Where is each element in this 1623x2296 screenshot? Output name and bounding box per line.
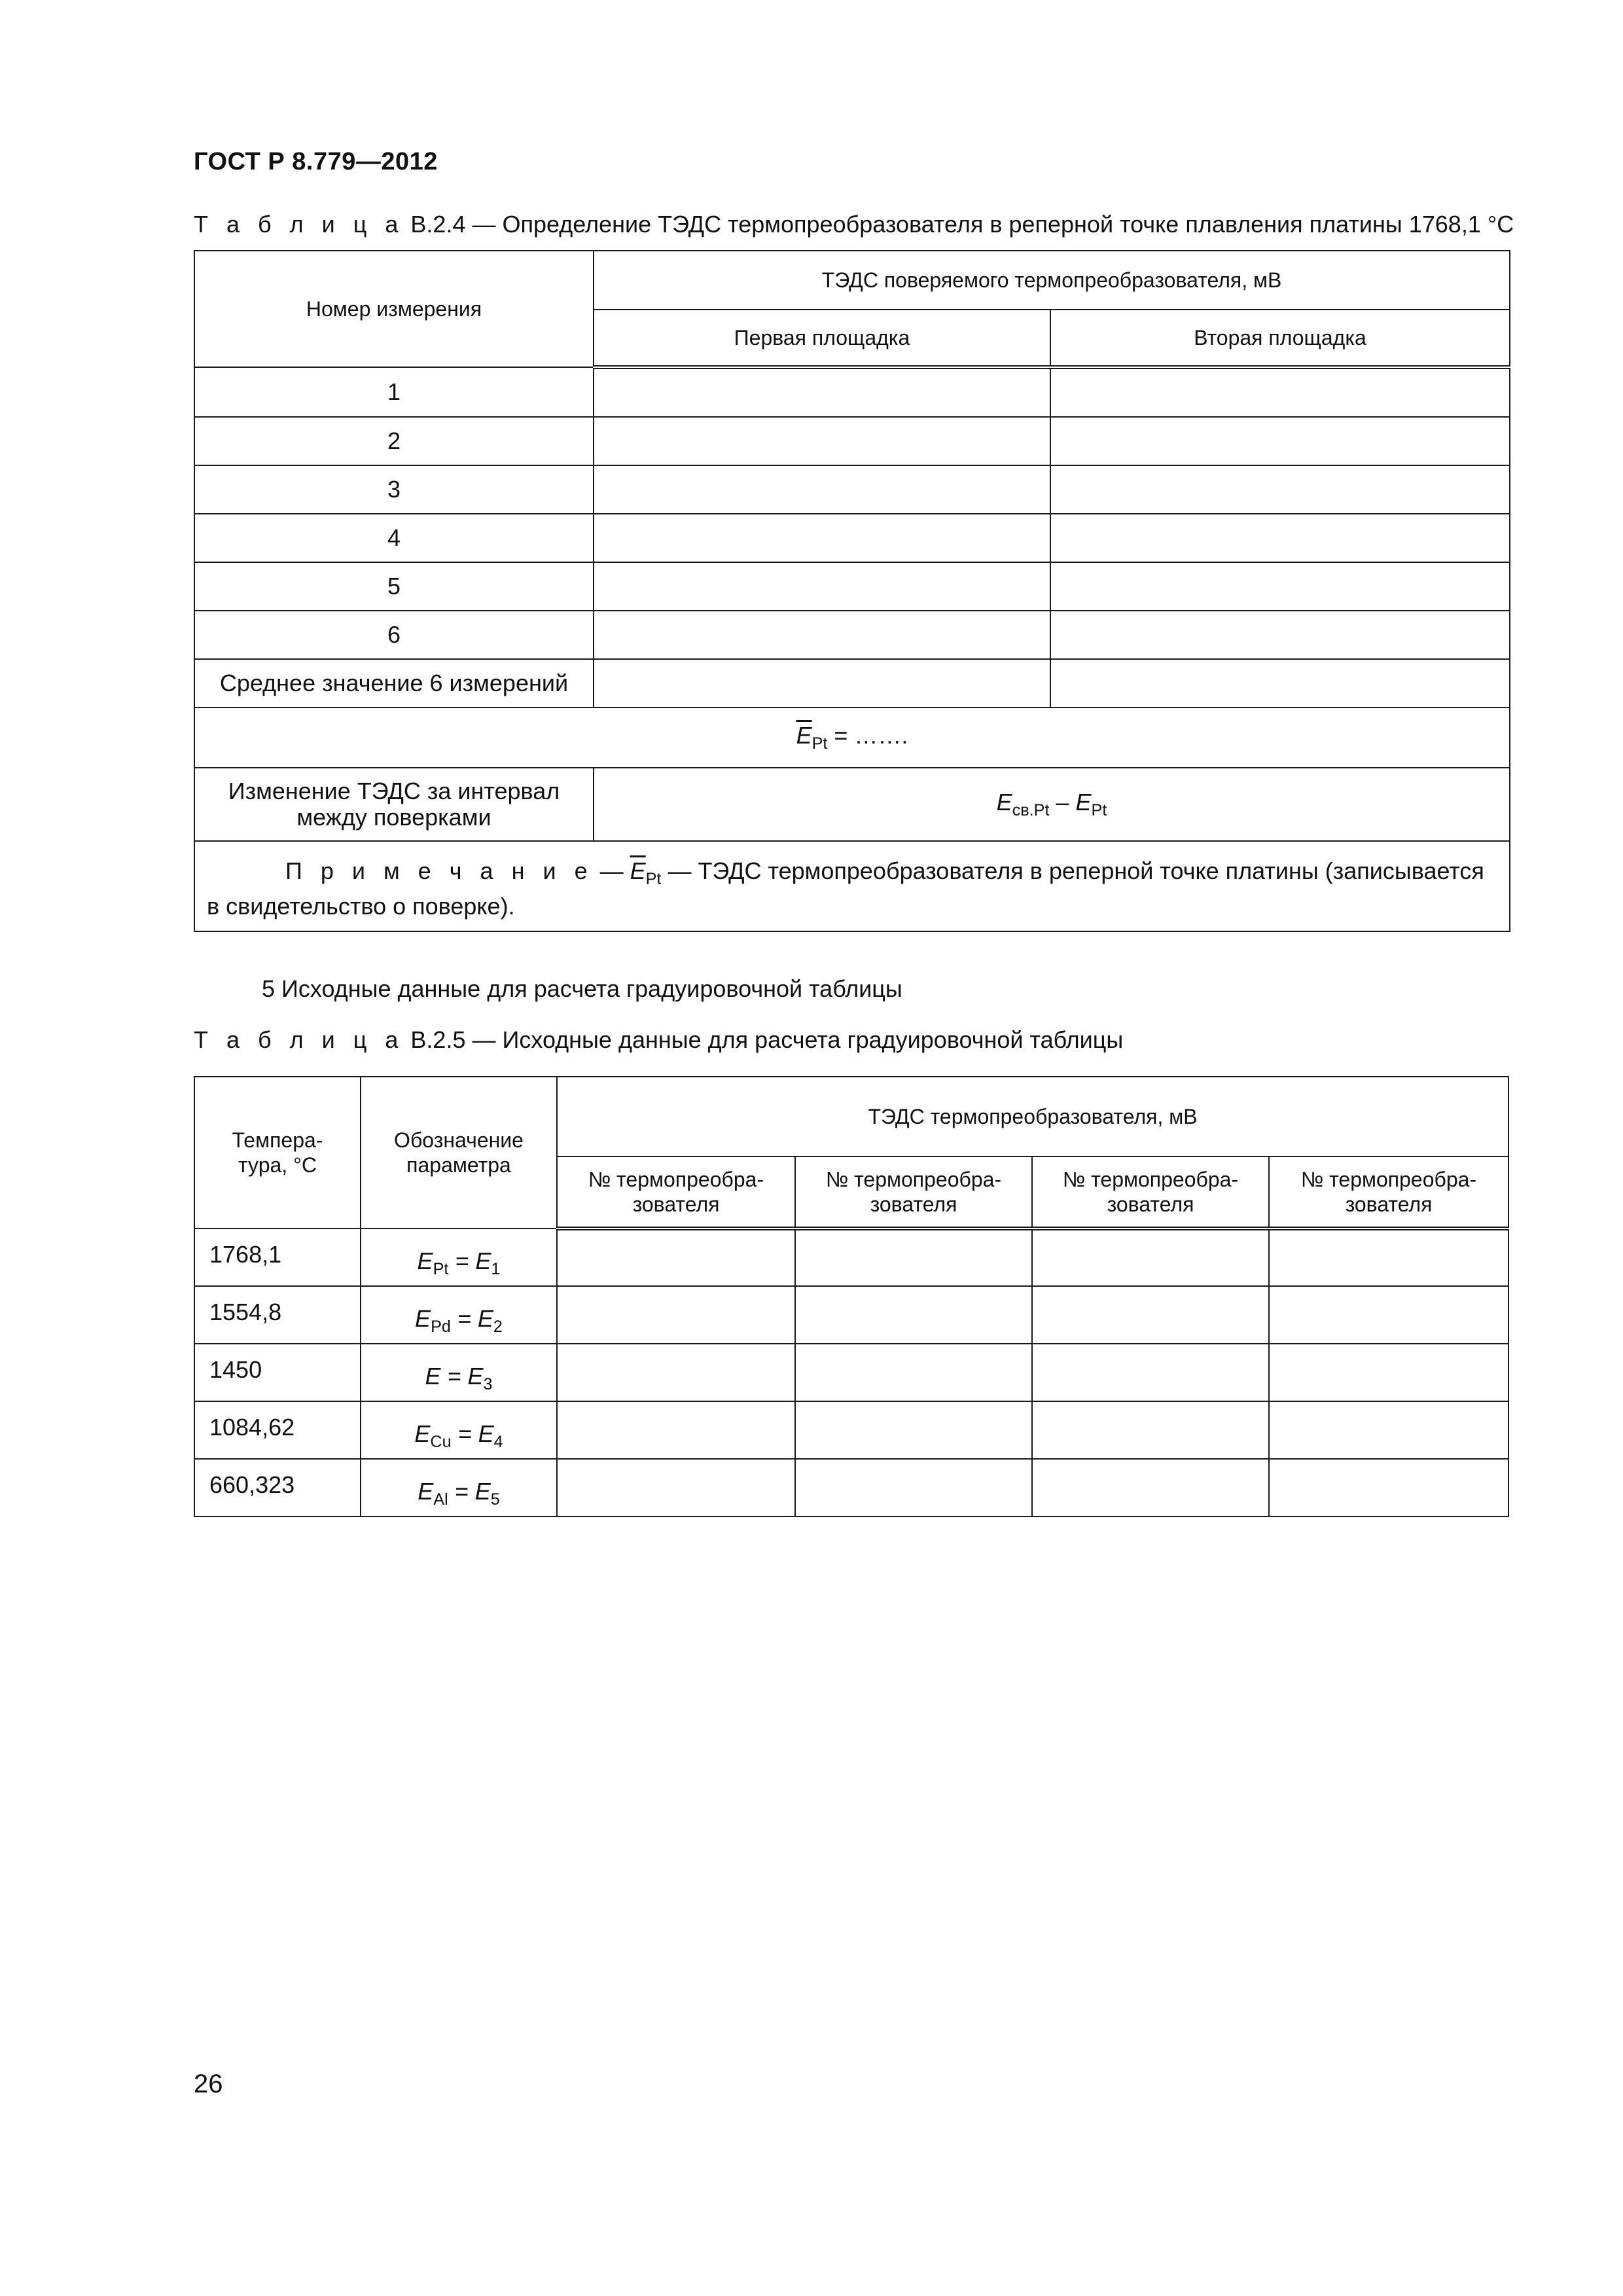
- header-converter-4: № термопреобра-зователя: [1269, 1157, 1508, 1229]
- table-cell-empty: [1032, 1344, 1269, 1401]
- mean-value-label: Среднее значение 6 измерений: [194, 659, 594, 708]
- table-cell-empty: [594, 417, 1050, 465]
- table-cell-empty: [557, 1344, 795, 1401]
- section-heading: 5 Исходные данные для расчета градуировочной таблицы: [262, 975, 902, 1002]
- table-cell-empty: [795, 1401, 1032, 1459]
- table-cell-parameter: $E_{Al} = E_5$: [361, 1459, 557, 1516]
- table-cell-empty: [795, 1344, 1032, 1401]
- table-cell-empty: [1269, 1344, 1508, 1401]
- table-cell-empty: [557, 1229, 795, 1286]
- table-cell-empty: [1269, 1401, 1508, 1459]
- table-row-number: 6: [194, 611, 594, 659]
- table-cell-empty: [1050, 611, 1510, 659]
- table-cell-empty: [795, 1229, 1032, 1286]
- table-cell-empty: [1050, 659, 1510, 708]
- table-b25: [194, 1076, 1509, 1517]
- table-cell-parameter: $E_{Cu} = E_4$: [361, 1401, 557, 1459]
- document-header: ГОСТ Р 8.779—2012: [194, 148, 438, 175]
- caption-text: В.2.4 — Определение ТЭДС термопреобразователя в реперной точке плавления платины 1768,1 °С: [404, 211, 1514, 238]
- note-text: — ТЭДС термопреобразователя в реперной точке платины (записывается в свидетельство о поверке).: [207, 857, 1484, 920]
- table-cell-parameter: $E_{Pt} = E_1$: [361, 1229, 557, 1286]
- formula-sub-pt: Pt: [812, 734, 828, 753]
- formula-rest: = …….: [827, 721, 908, 749]
- table-cell-empty: [557, 1401, 795, 1459]
- header-converter-2: № термопреобра-зователя: [795, 1157, 1032, 1229]
- table-cell-empty: [1269, 1229, 1508, 1286]
- table-cell-empty: [1050, 417, 1510, 465]
- table-b24: [194, 250, 1510, 932]
- header-measurement-number: Номер измерения: [194, 251, 594, 367]
- table-cell-empty: [557, 1459, 795, 1516]
- table-cell-empty: [1050, 465, 1510, 514]
- table-note: П р и м е ч а н и е — $\overline{E}_{Pt}$ — ТЭДС термопреобразователя в реперной точке платины (записывается в свидетельство о поверке).: [194, 841, 1510, 931]
- table-cell-empty: [1032, 1459, 1269, 1516]
- change-sub2: Pt: [1091, 801, 1107, 820]
- table-cell-empty: [795, 1459, 1032, 1516]
- header-first-plateau: Первая площадка: [594, 310, 1050, 367]
- table-cell-empty: [594, 562, 1050, 611]
- table-caption-b25: [194, 1026, 1123, 1054]
- table-row-number: 1: [194, 367, 594, 417]
- table-cell-parameter: $E = E_3$: [361, 1344, 557, 1401]
- mean-formula-row: $\overline{E}_{Pt}$ = …….: [194, 708, 1510, 768]
- change-formula: $E_{св.Pt} - E_{Pt}$: [594, 768, 1510, 841]
- change-label: Изменение ТЭДС за интервал между поверками: [194, 768, 594, 841]
- table-cell-temperature: 1084,62: [194, 1401, 361, 1459]
- table-cell-empty: [1032, 1286, 1269, 1344]
- table-cell-temperature: 1450: [194, 1344, 361, 1401]
- table-cell-empty: [1269, 1459, 1508, 1516]
- table-cell-empty: [795, 1286, 1032, 1344]
- table-cell-empty: [594, 465, 1050, 514]
- header-parameter: Обозначение параметра: [361, 1077, 557, 1229]
- table-cell-empty: [1050, 367, 1510, 417]
- page-number: 26: [194, 2070, 223, 2098]
- table-row-number: 4: [194, 514, 594, 562]
- table-cell-empty: [1050, 514, 1510, 562]
- header-converter-1: № термопреобра-зователя: [557, 1157, 795, 1229]
- note-label: П р и м е ч а н и е: [285, 857, 594, 884]
- table-caption-b24: [194, 211, 1514, 238]
- caption-label: Т а б л и ц а: [194, 1026, 404, 1053]
- header-converter-3: № термопреобра-зователя: [1032, 1157, 1269, 1229]
- table-row-number: 5: [194, 562, 594, 611]
- table-cell-empty: [594, 659, 1050, 708]
- header-second-plateau: Вторая площадка: [1050, 310, 1510, 367]
- table-cell-empty: [1032, 1401, 1269, 1459]
- table-cell-empty: [1050, 562, 1510, 611]
- change-sub1: св.Pt: [1012, 801, 1050, 820]
- table-row-number: 3: [194, 465, 594, 514]
- header-temperature: Темпера-тура, °С: [194, 1077, 361, 1229]
- table-cell-empty: [594, 611, 1050, 659]
- table-cell-empty: [594, 367, 1050, 417]
- caption-label: Т а б л и ц а: [194, 211, 404, 238]
- table-cell-temperature: 1768,1: [194, 1229, 361, 1286]
- table-cell-empty: [1269, 1286, 1508, 1344]
- table-row-number: 2: [194, 417, 594, 465]
- table-cell-empty: [557, 1286, 795, 1344]
- table-cell-temperature: 660,323: [194, 1459, 361, 1516]
- header-tеds-group: ТЭДС термопреобразователя, мВ: [557, 1077, 1508, 1157]
- caption-text: В.2.5 — Исходные данные для расчета градуировочной таблицы: [404, 1026, 1124, 1053]
- table-cell-empty: [594, 514, 1050, 562]
- table-cell-temperature: 1554,8: [194, 1286, 361, 1344]
- header-tеds-group: ТЭДС поверяемого термопреобразователя, мВ: [594, 251, 1510, 310]
- table-cell-parameter: $E_{Pd} = E_2$: [361, 1286, 557, 1344]
- table-cell-empty: [1032, 1229, 1269, 1286]
